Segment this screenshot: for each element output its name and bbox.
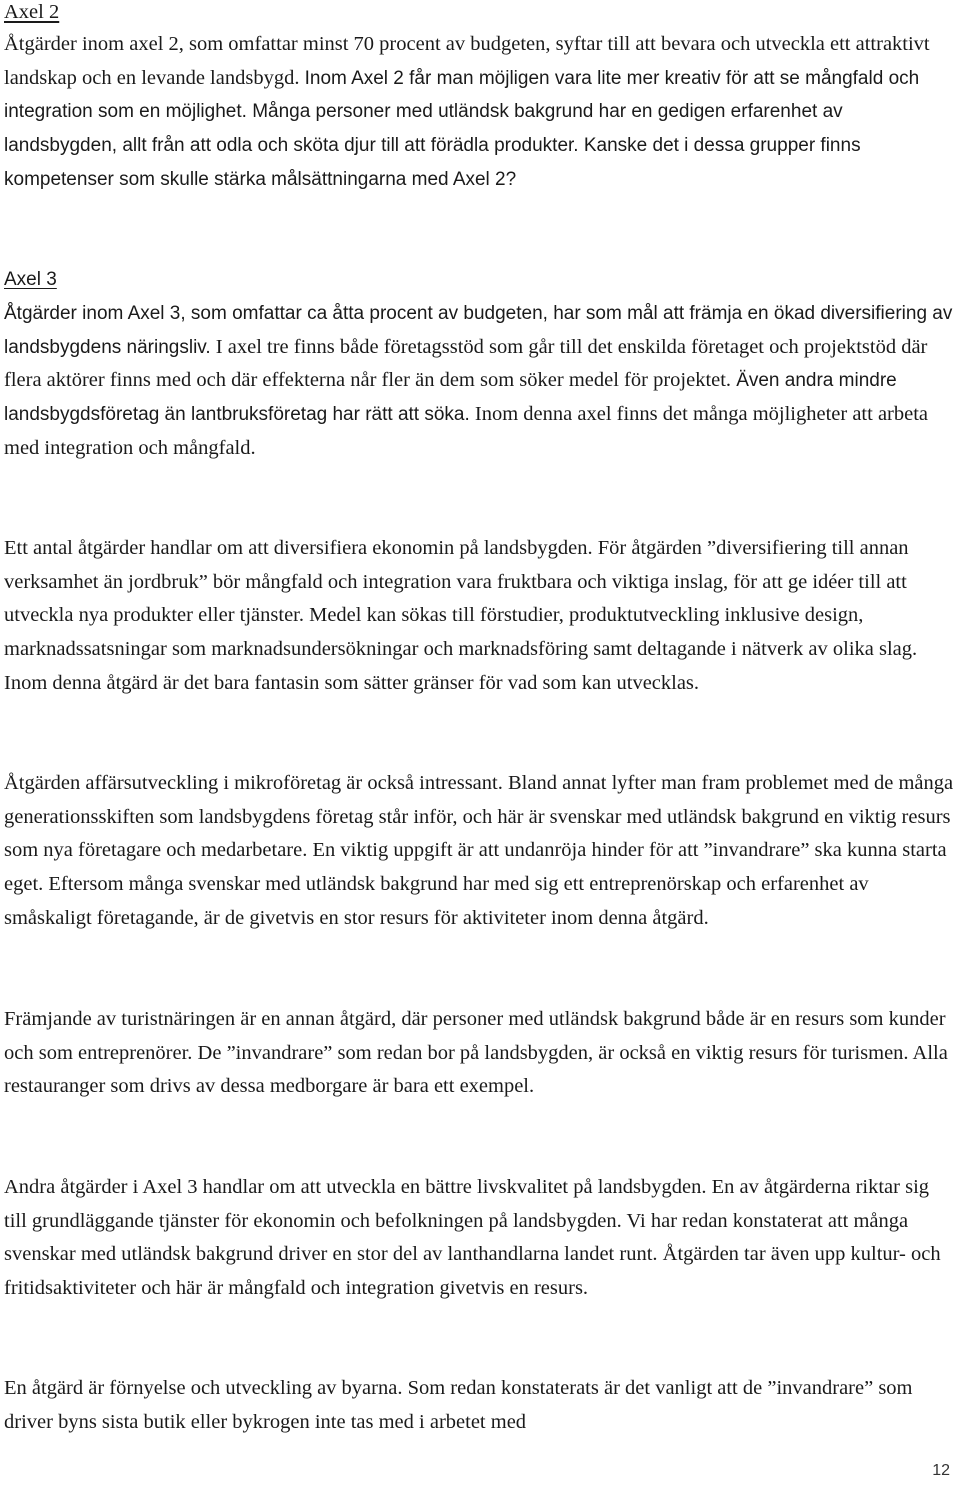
axel-3-sentence-3: Även andra mindre landsbygdsföretag än lantbruksföretag har rätt att söka. xyxy=(4,370,897,426)
paragraph-axel-3 xyxy=(4,297,956,466)
heading-axel-2 xyxy=(4,0,59,30)
heading-axel-3 xyxy=(4,263,57,297)
paragraph-affarsutveckling: Åtgärden affärsutveckling i mikroföretag är också intressant. Bland annat lyfter man fram problemet med de många generationsskiften som landsbygdens företag står inför, och här är svenskar med utländsk bakgrund en viktig resurs som nya företagare och medarbetare. En viktig uppgift är att undanröja hinder för att ”invandrare” ska kunna starta eget. Eftersom många svenskar med utländsk bakgrund har med sig ett entreprenörskap och erfarenhet av småskaligt företagande, är de givetvis en stor resurs för aktiviteter inom denna åtgärd. xyxy=(4,772,954,929)
paragraph-diversifiering: Ett antal åtgärder handlar om att diversifiera ekonomin på landsbygden. För åtgärden ”diversifiering till annan verksamhet än jordbruk” bör mångfald och integration vara fruktbara och viktiga inslag, för att ge idéer till att utveckla nya produkter eller tjänster. Medel kan sökas till förstudier, produktutveckling inklusive design, marknadssatsningar som marknadsundersökningar och marknadsföring samt deltagande i nätverk av olika slag. Inom denna åtgärd är det bara fantasin som sätter gränser för vad som kan utvecklas. xyxy=(4,537,918,694)
axel-3-sentence-2: I axel tre finns både företagsstöd som går till det enskilda företaget och projektstöd där flera aktörer finns med och där effekterna når fler än dem som söker medel för projektet. xyxy=(4,335,928,392)
axel-2-sentence-2: Inom Axel 2 får man möjligen vara lite mer kreativ för att se mångfald och integration som en möjlighet. Många personer med utländsk bakgrund har en gedigen erfarenhet av landsbygden, allt från att odla och sköta djur till att förädla produkter. Kanske det i dessa grupper finns kompetenser som skulle stärka målsättningarna med Axel 2? xyxy=(4,67,920,190)
axel-2-sentence-1: Åtgärder inom axel 2, som omfattar minst 70 procent av budgeten, syftar till att bevara och utveckla ett attraktivt landskap och en levande landsbygd. xyxy=(4,33,930,89)
paragraph-livskvalitet: Andra åtgärder i Axel 3 handlar om att utveckla en bättre livskvalitet på landsbygden. En av åtgärderna riktar sig till grundläggande tjänster för ekonomin och befolkningen på landsbygden. Vi har redan konstaterat att många svenskar med utländsk bakgrund driver en stor del av lanthandlarna landet runt. Åtgärden tar även upp kultur- och fritidsaktiviteter och här är mångfald och integration givetvis en resurs. xyxy=(4,1176,941,1300)
page-number: 12 xyxy=(932,1462,950,1479)
heading-axel-3-text: Axel 3 xyxy=(4,269,57,290)
axel-3-sentence-1: Åtgärder inom Axel 3, som omfattar ca åtta procent av budgeten, har som mål att främja en ökad diversifiering av landsbygdens näringsliv. xyxy=(4,303,953,358)
paragraph-axel-2 xyxy=(4,28,956,197)
heading-axel-2-text: Axel 2 xyxy=(4,1,60,23)
paragraph-turism: Främjande av turistnäringen är en annan åtgärd, där personer med utländsk bakgrund både är en resurs som kunder och som entreprenörer. De ”invandrare” som redan bor på landsbygden, är också en viktig resurs för turismen. Alla restauranger som drivs av dessa medborgare är bara ett exempel. xyxy=(4,1008,948,1098)
axel-3-sentence-4: Inom denna axel finns det många möjligheter att arbeta med integration och mångfald. xyxy=(4,403,929,459)
paragraph-byarna: En åtgärd är förnyelse och utveckling av byarna. Som redan konstaterats är det vanligt att de ”invandrare” som driver byns sista butik eller bykrogen inte tas med i arbetet med xyxy=(4,1377,913,1433)
